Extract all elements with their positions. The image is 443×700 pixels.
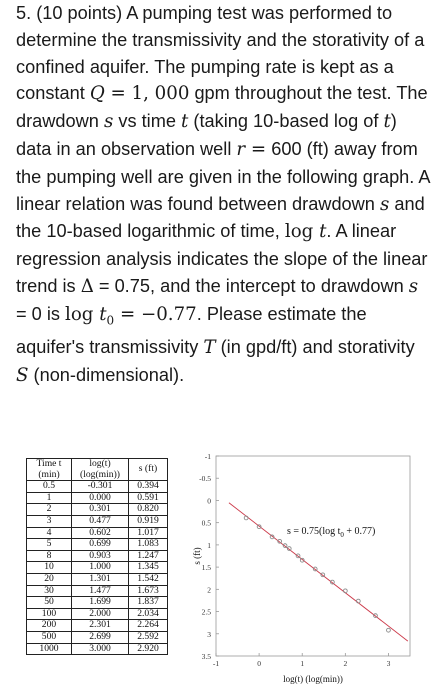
r-equals: = bbox=[245, 138, 267, 160]
table-cell: 1000 bbox=[27, 643, 72, 655]
text-segment: ) data in an observation well bbox=[16, 111, 397, 159]
table-cell: 0.5 bbox=[27, 481, 72, 493]
y-tick-label: -0.5 bbox=[199, 474, 211, 484]
text-segment: = 0 is bbox=[16, 303, 66, 324]
table-cell: 0.591 bbox=[129, 492, 168, 504]
text-segment: . Please estimate the aquifer's transmissivity bbox=[16, 303, 367, 358]
table-cell: 0.602 bbox=[72, 527, 129, 539]
data-point bbox=[387, 628, 391, 632]
table-cell: 1.301 bbox=[72, 573, 129, 585]
table-cell: 2.699 bbox=[72, 631, 129, 643]
s-symbol: s bbox=[103, 111, 114, 133]
transmissivity-symbol: T bbox=[203, 337, 216, 359]
table-cell: 0.301 bbox=[72, 504, 129, 516]
table-row bbox=[27, 562, 168, 574]
table-row bbox=[27, 527, 168, 539]
table-cell: 1.017 bbox=[129, 527, 168, 539]
table-cell: 100 bbox=[27, 608, 72, 620]
table-row bbox=[27, 620, 168, 632]
table-cell: 1 bbox=[27, 492, 72, 504]
table-row bbox=[27, 585, 168, 597]
x-axis-label: log(t) (log(min)) bbox=[283, 674, 343, 684]
table-cell: 2.034 bbox=[129, 608, 168, 620]
x-tick-label: 3 bbox=[386, 659, 391, 668]
table-cell: 0.820 bbox=[129, 504, 168, 516]
table-row bbox=[27, 631, 168, 643]
s-symbol: s bbox=[379, 193, 390, 215]
y-axis-label: s (ft) bbox=[192, 547, 202, 565]
table-cell: 1.477 bbox=[72, 585, 129, 597]
table-cell: 1.247 bbox=[129, 550, 168, 562]
table-cell: 0.000 bbox=[72, 492, 129, 504]
y-tick-label: 1.5 bbox=[201, 563, 211, 573]
table-header-row bbox=[27, 459, 168, 481]
table-cell: 2.592 bbox=[129, 631, 168, 643]
x-tick-label: 2 bbox=[343, 659, 348, 668]
table-row bbox=[27, 597, 168, 609]
table-cell: -0.301 bbox=[72, 481, 129, 493]
table-row bbox=[27, 573, 168, 585]
table-cell: 2.301 bbox=[72, 620, 129, 632]
table-cell: 1.673 bbox=[129, 585, 168, 597]
table-cell: 1.000 bbox=[72, 562, 129, 574]
table-cell: 8 bbox=[27, 550, 72, 562]
q-symbol: Q bbox=[89, 83, 105, 105]
problem-statement bbox=[16, 0, 432, 390]
x-tick-label: 1 bbox=[300, 659, 305, 668]
y-tick-label: 0 bbox=[207, 496, 211, 506]
table-cell: 1.837 bbox=[129, 597, 168, 609]
text-segment: 5. (10 points) A pumping test was performed to determine the transmissivity and the storativity of a confined aquifer. The pumping rate is kept as a constant bbox=[16, 3, 425, 104]
data-point bbox=[343, 589, 347, 593]
t0-subscript: 0 bbox=[106, 313, 115, 328]
trend-equation: s = 0.75(log $t_0 + 0.77$) bbox=[287, 526, 376, 539]
column-header-log-time: log(t) (log(min)) bbox=[72, 459, 129, 481]
column-header-time: Time t (min) bbox=[27, 459, 72, 481]
table-row bbox=[27, 539, 168, 551]
t-symbol: t bbox=[383, 111, 391, 133]
text-segment: (in gpd/ft) and storativity bbox=[215, 337, 415, 358]
table-cell: 2.920 bbox=[129, 643, 168, 655]
table-cell: 3 bbox=[27, 515, 72, 527]
column-header-drawdown: s (ft) bbox=[129, 459, 168, 481]
table-body bbox=[27, 481, 168, 655]
y-tick-label: -1 bbox=[204, 452, 211, 461]
table-cell: 0.394 bbox=[129, 481, 168, 493]
storativity-symbol: S bbox=[16, 365, 29, 386]
r-symbol: r bbox=[236, 138, 246, 160]
y-tick-label: 1 bbox=[207, 540, 211, 550]
table-cell: 5 bbox=[27, 539, 72, 551]
log-function: log bbox=[65, 303, 100, 325]
drawdown-data-table bbox=[26, 458, 168, 655]
text-segment: (non-dimensional). bbox=[28, 365, 185, 385]
table-row bbox=[27, 504, 168, 516]
y-tick-label: 0.5 bbox=[201, 518, 211, 528]
table-cell: 2.264 bbox=[129, 620, 168, 632]
table-cell: 50 bbox=[27, 597, 72, 609]
table-cell: 30 bbox=[27, 585, 72, 597]
table-cell: 500 bbox=[27, 631, 72, 643]
table-row bbox=[27, 550, 168, 562]
table-cell: 0.699 bbox=[72, 539, 129, 551]
drawdown-vs-log-time-chart bbox=[186, 448, 418, 686]
text-segment: and the 10-based logarithmic of time, bbox=[16, 193, 425, 242]
table-cell: 10 bbox=[27, 562, 72, 574]
table-cell: 3.000 bbox=[72, 643, 129, 655]
y-tick-label: 2 bbox=[207, 585, 211, 595]
t-symbol: t bbox=[319, 221, 327, 243]
table-cell: 20 bbox=[27, 573, 72, 585]
table-row bbox=[27, 492, 168, 504]
text-segment: gpm throughout the test. The drawdown bbox=[16, 83, 428, 132]
table-cell: 2 bbox=[27, 504, 72, 516]
text-segment: (taking 10-based log of bbox=[188, 111, 384, 132]
y-tick-label: 3 bbox=[207, 629, 211, 639]
t-symbol: t bbox=[181, 111, 189, 133]
s-symbol: s bbox=[408, 275, 419, 297]
table-cell: 200 bbox=[27, 620, 72, 632]
text-segment: vs time bbox=[113, 111, 182, 132]
table-cell: 1.345 bbox=[129, 562, 168, 574]
x-tick-label: 0 bbox=[257, 659, 261, 668]
table-row bbox=[27, 481, 168, 493]
plot-frame bbox=[216, 456, 410, 656]
y-tick-label: 3.5 bbox=[201, 652, 211, 661]
table-row bbox=[27, 515, 168, 527]
text-segment: 600 (ft) away from the pumping well are given in the following graph. A linear relation was found between drawdown bbox=[16, 138, 430, 214]
x-axis-ticks bbox=[213, 653, 391, 668]
trend-line bbox=[229, 503, 408, 641]
table-row bbox=[27, 608, 168, 620]
table-cell: 0.903 bbox=[72, 550, 129, 562]
x-tick-label: -1 bbox=[212, 659, 220, 668]
table-cell: 1.699 bbox=[72, 597, 129, 609]
q-value: = 1, 000 bbox=[104, 83, 190, 105]
table-cell: 1.542 bbox=[129, 573, 168, 585]
delta-value: = 0.75, and the intercept to drawdown bbox=[93, 275, 409, 296]
table-cell: 2.000 bbox=[72, 608, 129, 620]
text-segment: . A linear regression analysis indicates the slope of the linear trend is bbox=[16, 221, 428, 296]
table-cell: 4 bbox=[27, 527, 72, 539]
table-cell: 1.083 bbox=[129, 539, 168, 551]
delta-symbol: Δ bbox=[80, 275, 94, 297]
log-function: log bbox=[284, 221, 320, 243]
y-tick-label: 2.5 bbox=[201, 607, 211, 617]
table-row bbox=[27, 643, 168, 655]
t0-value: = −0.77 bbox=[114, 303, 197, 325]
problem-text bbox=[16, 0, 432, 390]
table-cell: 0.919 bbox=[129, 515, 168, 527]
table-cell: 0.477 bbox=[72, 515, 129, 527]
t0-symbol: t bbox=[99, 303, 107, 325]
